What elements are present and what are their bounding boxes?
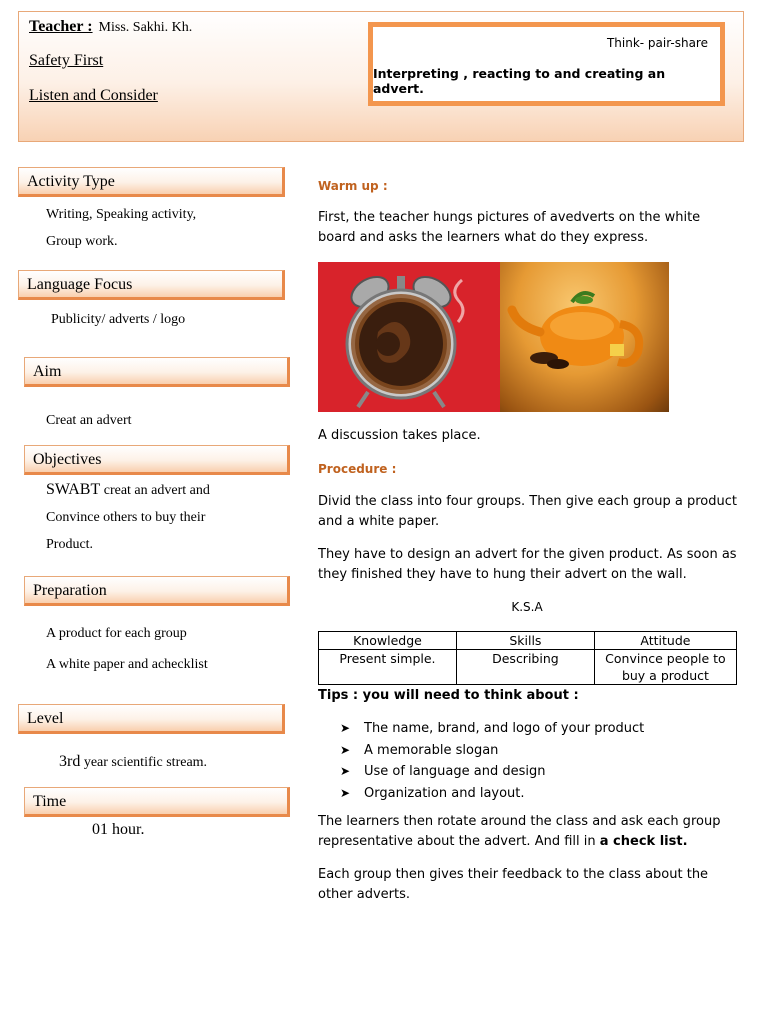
procedure-paragraph-2: They have to design an advert for the given product. As soon as they finished they have to hung their advert on the wall. bbox=[318, 547, 737, 582]
list-item: ➤ The name, brand, and logo of your product bbox=[340, 718, 644, 740]
procedure-paragraph-1: Divid the class into four groups. Then give each group a product and a white paper. bbox=[318, 494, 737, 529]
ksa-cell-knowledge: Present simple. bbox=[319, 650, 457, 685]
check-list-bold: a check list. bbox=[599, 834, 688, 849]
ksa-header-row bbox=[319, 632, 737, 650]
teacher-name: Miss. Sakhi. Kh. bbox=[98, 20, 193, 35]
arrow-bullet-icon: ➤ bbox=[340, 742, 351, 757]
feedback-paragraph: Each group then gives their feedback to the class about the other adverts. bbox=[318, 867, 709, 902]
swabt-label: SWABT bbox=[46, 481, 101, 498]
warm-up-text: First, the teacher hungs pictures of avedverts on the white board and asks the learners what do they express. bbox=[318, 210, 701, 245]
warm-up-heading: Warm up : bbox=[318, 179, 388, 193]
safety-first: Safety First bbox=[29, 52, 104, 69]
time-heading: Time bbox=[24, 787, 290, 817]
level-text: 3rd year scientific stream. bbox=[59, 753, 208, 770]
objectives-heading: Objectives bbox=[24, 445, 290, 475]
procedure-heading: Procedure : bbox=[318, 462, 397, 476]
ksa-header-attitude: Attitude bbox=[594, 632, 736, 650]
aim-heading: Aim bbox=[24, 357, 290, 387]
tips-list bbox=[340, 718, 644, 804]
teacher-label: Teacher : bbox=[29, 18, 93, 35]
discussion-text: A discussion takes place. bbox=[318, 428, 481, 443]
preparation-text: A product for each group A white paper and achecklist bbox=[46, 626, 208, 672]
ksa-title: K.S.A bbox=[511, 600, 543, 614]
ksa-cell-skills: Describing bbox=[456, 650, 594, 685]
level-heading: Level bbox=[18, 704, 285, 734]
ksa-cell-attitude: Convince people to buy a product bbox=[594, 650, 736, 685]
tips-heading: Tips : you will need to think about : bbox=[318, 688, 579, 703]
objectives-text: SWABT creat an advert and Convince others to buy their Product. bbox=[46, 481, 210, 552]
ksa-header-skills: Skills bbox=[456, 632, 594, 650]
ksa-header-knowledge: Knowledge bbox=[319, 632, 457, 650]
ksa-data-row bbox=[319, 650, 737, 685]
aim-text: Creat an advert bbox=[46, 413, 132, 428]
arrow-bullet-icon: ➤ bbox=[340, 764, 351, 778]
list-item: ➤ Use of language and design bbox=[340, 761, 644, 783]
list-item: ➤ A memorable slogan bbox=[340, 740, 644, 762]
alarm-clock-advert-image bbox=[318, 262, 500, 412]
list-item: ➤ Organization and layout. bbox=[340, 783, 644, 805]
teacher-line bbox=[29, 18, 192, 36]
orange-teapot-advert-image bbox=[500, 262, 669, 412]
activity-type-heading: Activity Type bbox=[18, 167, 285, 197]
think-pair-share-box bbox=[368, 22, 725, 106]
ksa-table bbox=[318, 631, 737, 685]
time-value: 01 hour. bbox=[92, 821, 145, 838]
think-title: Think- pair-share bbox=[606, 36, 708, 50]
activity-type-text: Writing, Speaking activity, Group work. bbox=[46, 207, 197, 249]
preparation-heading: Preparation bbox=[24, 576, 290, 606]
listen-consider: Listen and Consider bbox=[29, 87, 158, 104]
think-subtitle: Interpreting , reacting to and creating an advert. bbox=[373, 66, 666, 96]
language-focus-text: Publicity/ adverts / logo bbox=[51, 312, 186, 327]
language-focus-heading: Language Focus bbox=[18, 270, 285, 300]
rotate-paragraph: The learners then rotate around the class and ask each group representative about the advert. And fill in a check list. bbox=[318, 814, 721, 849]
arrow-bullet-icon: ➤ bbox=[340, 721, 351, 735]
arrow-bullet-icon: ➤ bbox=[340, 785, 351, 800]
